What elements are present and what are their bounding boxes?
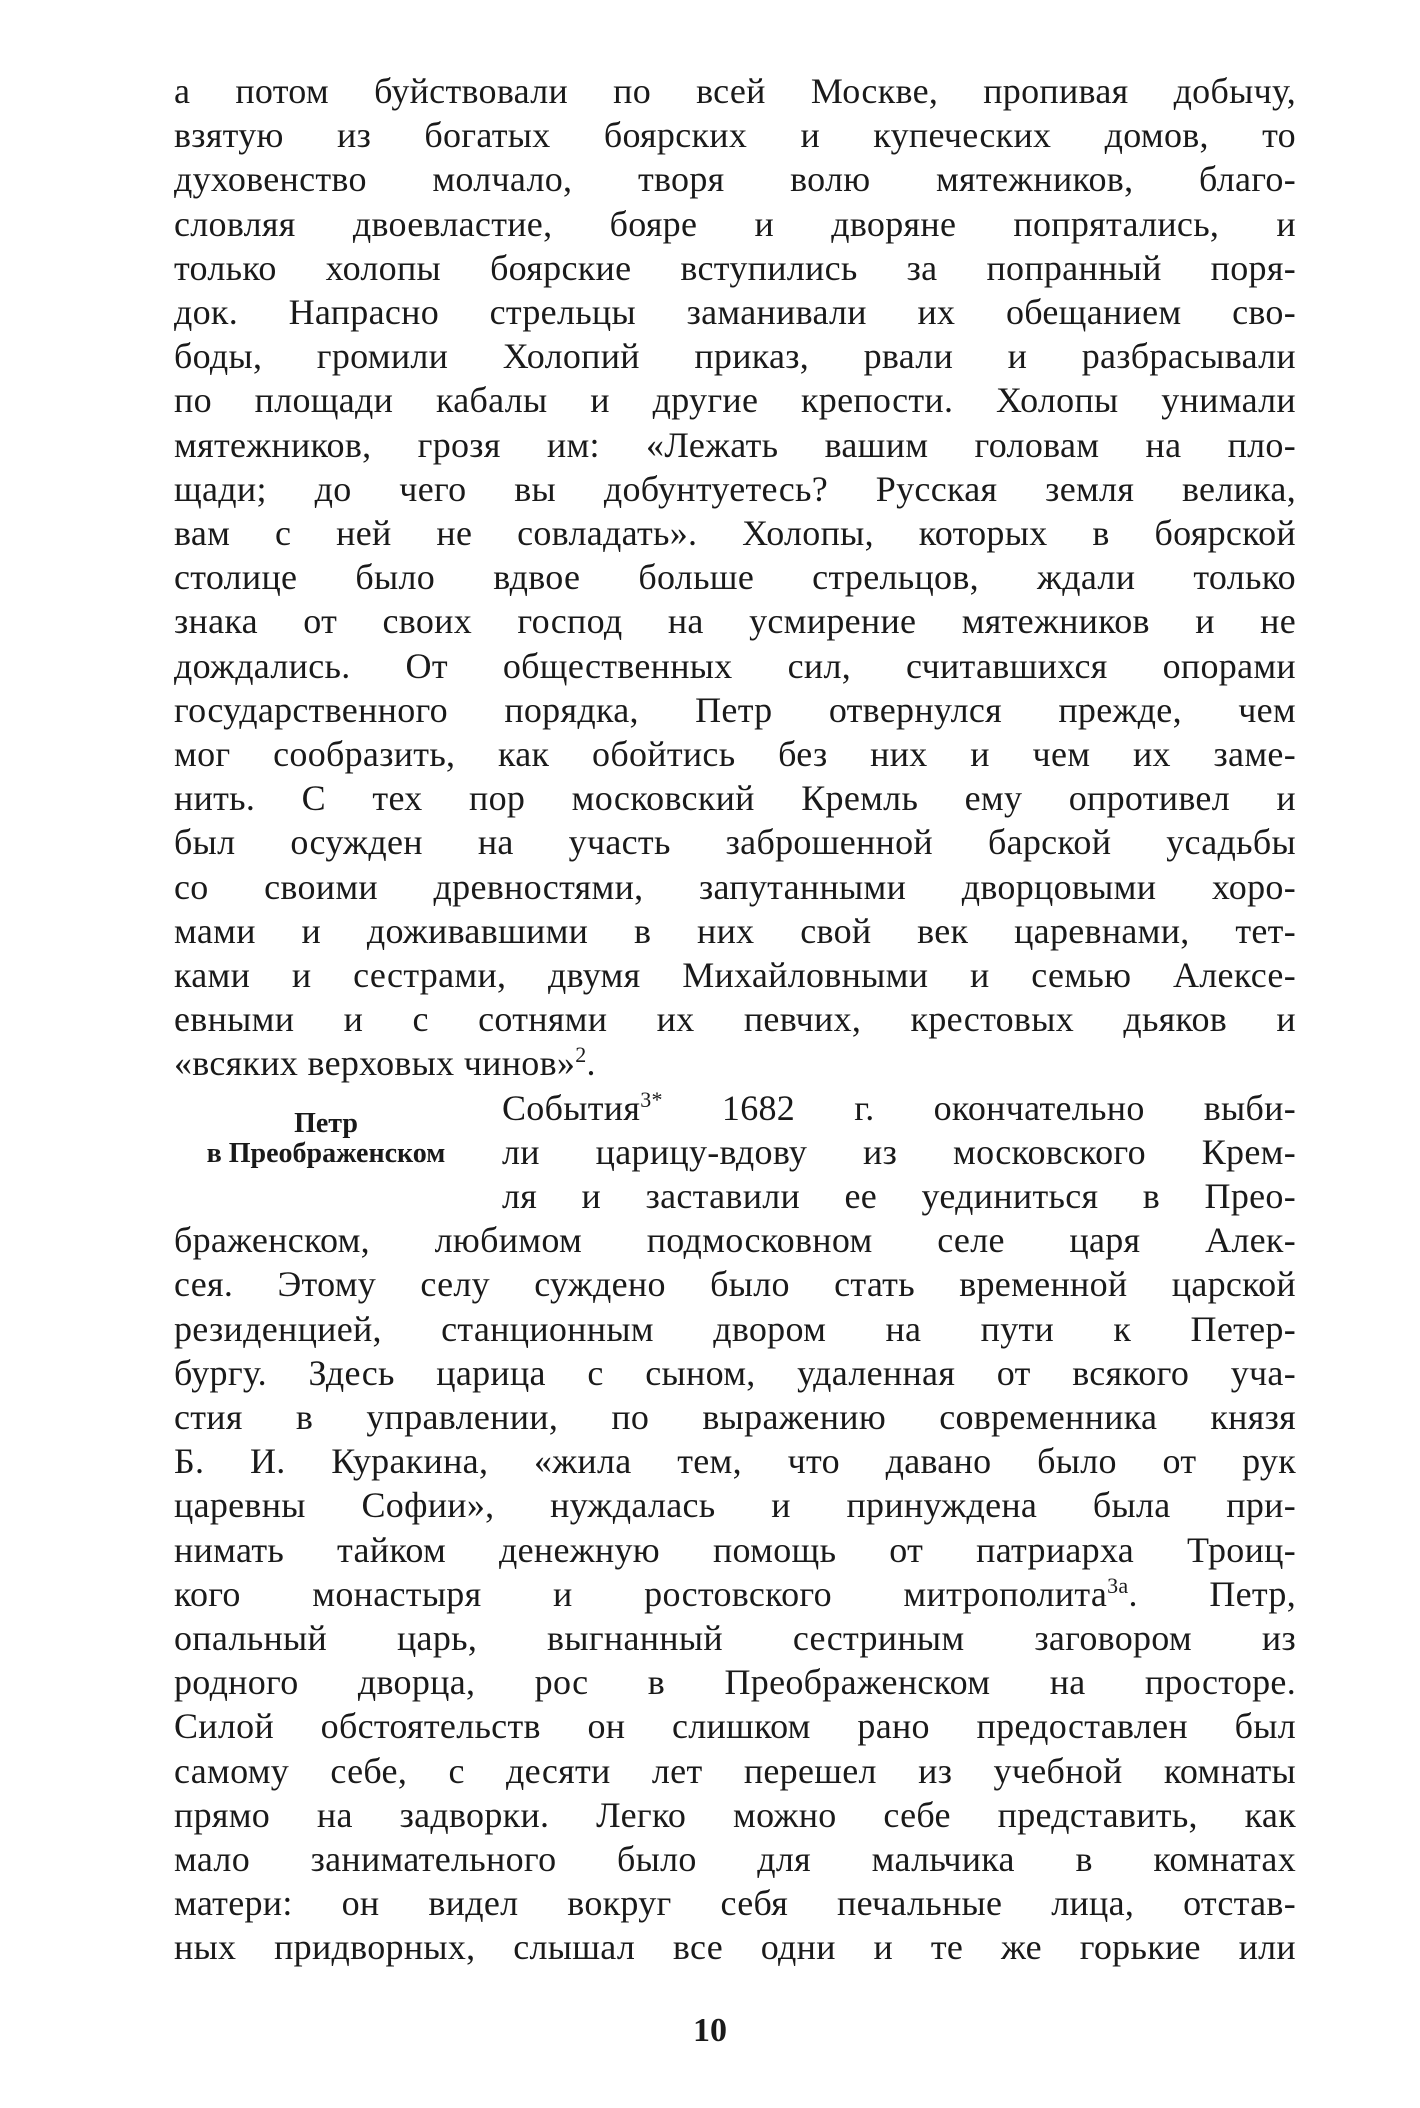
text-line: нить. С тех пор московский Кремль ему опротивел и	[174, 778, 1296, 819]
text-line: боды, громили Холопий приказ, рвали и разбрасывали	[174, 336, 1296, 377]
text-line: родного дворца, рос в Преображенском на просторе.	[174, 1662, 1296, 1703]
text-line	[174, 1042, 1296, 1084]
text-run: 1682 г. окончательно выби-	[662, 1087, 1296, 1128]
text-line: государственного порядка, Петр отвернулся прежде, чем	[174, 689, 1296, 730]
side-heading	[150, 1109, 502, 1169]
text-line: только холопы боярские вступились за попранный поря-	[174, 247, 1296, 288]
text-line: Силой обстоятельств он слишком рано предоставлен был	[174, 1706, 1296, 1747]
text-line: опальный царь, выгнанный сестриным заговором из	[174, 1618, 1296, 1658]
text-line: резиденцией, станционным двором на пути к Петер-	[174, 1308, 1296, 1349]
text-line: столице было вдвое больше стрельцов, ждали только	[174, 557, 1296, 598]
text-line: духовенство молчало, творя волю мятежников, благо-	[174, 159, 1296, 200]
text-line: браженском, любимом подмосковном селе царя Алек-	[174, 1220, 1296, 1261]
text-line: матери: он видел вокруг себя печальные лица, отстав-	[174, 1883, 1296, 1924]
text-line: нимать тайком денежную помощь от патриарха Троиц-	[174, 1529, 1296, 1570]
text-line: мами и доживавшими в них свой век царевнами, тет-	[174, 910, 1296, 951]
text-line: бургу. Здесь царица с сыном, удаленная от всякого уча-	[174, 1352, 1296, 1393]
text-line	[174, 1573, 1296, 1615]
text-line: ли царицу-вдову из московского Крем-	[502, 1131, 1296, 1172]
text-line: мог сообразить, как обойтись без них и чем их заме-	[174, 734, 1296, 774]
text-line: словляя двоевластие, бояре и дворяне попрятались, и	[174, 203, 1296, 244]
text-run: кого монастыря и ростовского митрополита	[174, 1573, 1108, 1614]
text-line: стия в управлении, по выражению современника князя	[174, 1397, 1296, 1437]
text-line: сея. Этому селу суждено было стать временной царской	[174, 1264, 1296, 1305]
text-line: а потом буйствовали по всей Москве, пропивая добычу,	[174, 71, 1296, 111]
text-line: мятежников, грозя им: «Лежать вашим головам на пло-	[174, 424, 1296, 465]
text-run: «всяких верховых чинов»	[174, 1043, 576, 1084]
text-line: взятую из богатых боярских и купеческих домов, то	[174, 115, 1296, 156]
side-heading-line: в Преображенском	[206, 1137, 446, 1169]
text-line: евными и с сотнями их певчих, крестовых дьяков и	[174, 999, 1296, 1040]
text-run: .	[586, 1043, 596, 1084]
footnote-marker: 3a	[1107, 1572, 1129, 1598]
footnote-marker: 3*	[640, 1086, 663, 1112]
text-line: док. Напрасно стрельцы заманивали их обещанием сво-	[174, 292, 1296, 332]
text-line: знака от своих господ на усмирение мятежников и не	[174, 601, 1296, 642]
text-line: прямо на задворки. Легко можно себе представить, как	[174, 1794, 1296, 1835]
text-line: самому себе, с десяти лет перешел из учебной комнаты	[174, 1750, 1296, 1791]
text-line: ля и заставили ее уединиться в Прео-	[502, 1176, 1296, 1216]
text-line: ками и сестрами, двумя Михайловными и семью Алексе-	[174, 955, 1296, 995]
page-number: 10	[693, 2011, 727, 2049]
text-run: . Петр,	[1128, 1573, 1297, 1614]
text-line: царевны Софии», нуждалась и принуждена была при-	[174, 1485, 1296, 1526]
text-line: дождались. От общественных сил, считавшихся опорами	[174, 645, 1296, 686]
text-run: События	[502, 1087, 641, 1128]
text-line: мало занимательного было для мальчика в комнатах	[174, 1839, 1296, 1879]
text-line: Б. И. Куракина, «жила тем, что давано было от рук	[174, 1441, 1296, 1482]
side-heading-line: Петр	[294, 1107, 358, 1139]
text-line	[502, 1087, 1296, 1129]
text-line: ных придворных, слышал все одни и те же горькие или	[174, 1927, 1296, 1968]
footnote-marker: 2	[575, 1042, 587, 1068]
text-line: со своими древностями, запутанными дворцовыми хоро-	[174, 866, 1296, 907]
text-line: по площади кабалы и другие крепости. Холопы унимали	[174, 380, 1296, 421]
text-line: вам с ней не совладать». Холопы, которых в боярской	[174, 513, 1296, 553]
text-line: был осужден на участь заброшенной барской усадьбы	[174, 822, 1296, 863]
text-line: щади; до чего вы добунтуетесь? Русская земля велика,	[174, 468, 1296, 509]
